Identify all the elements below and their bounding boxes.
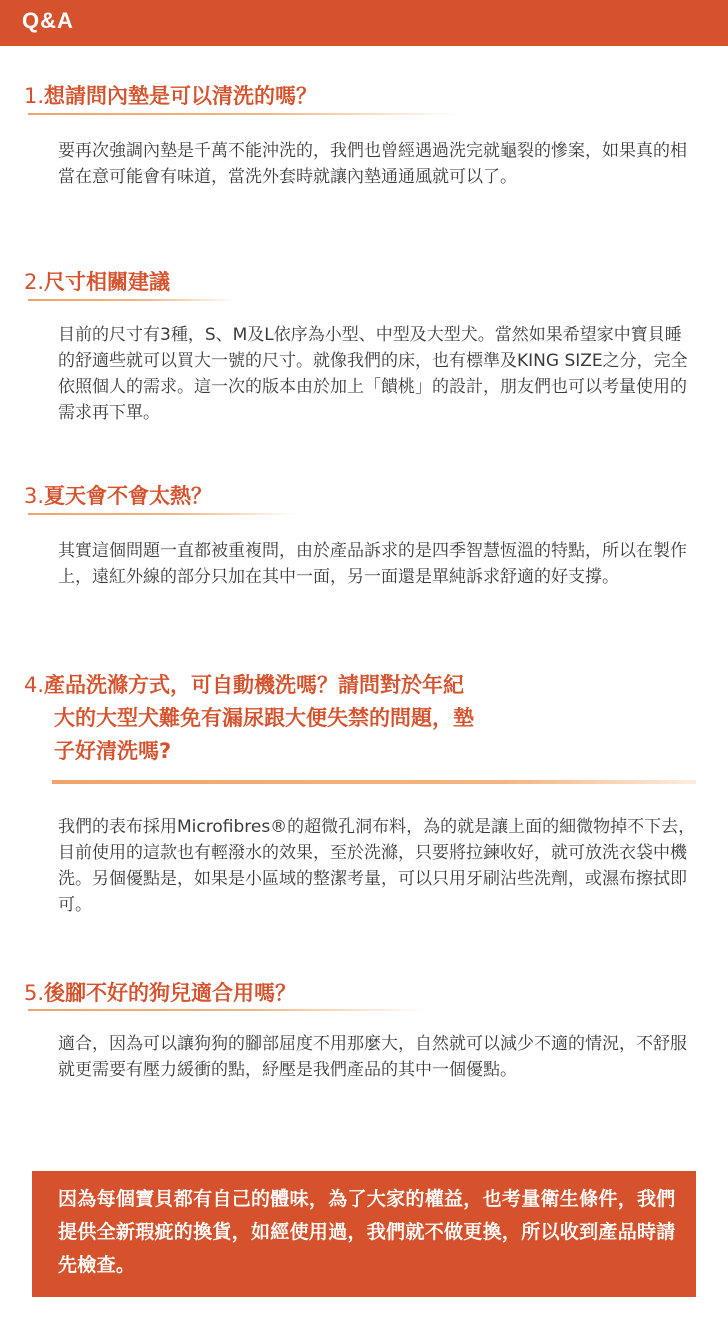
question-underline	[52, 780, 696, 784]
answer-5: 適合，因為可以讓狗狗的腳部屈度不用那麼大，自然就可以減少不適的情況，不舒服就更需要有壓力緩衝的點，紓壓是我們產品的其中一個優點。	[58, 1034, 687, 1080]
header-bar	[0, 0, 728, 46]
notice-text: 因為每個寶貝都有自己的體味，為了大家的權益，也考量衛生條件，我們提供全新瑕疵的換貨，如經使用過，我們就不做更換，所以收到產品時請先檢查。	[58, 1188, 676, 1276]
question-4	[24, 669, 664, 768]
question-text: 想請問內墊是可以清洗的嗎？	[44, 84, 318, 108]
question-number: 4.	[24, 673, 45, 697]
question-underline	[28, 1009, 428, 1011]
notice-box	[32, 1171, 696, 1297]
question-text-line-2: 大的大型犬難免有漏尿跟大便失禁的問題，墊	[54, 706, 474, 730]
answer-2: 目前的尺寸有3種，S、M及L依序為小型、中型及大型犬。當然如果希望家中寶貝睡的舒適些就可以買大一號的尺寸。就像我們的床，也有標準及KING SIZE之分，完全依照個人的需求。這一次的版本由於加上「饋桃」的設計，朋友們也可以考量使用的需求再下單。	[58, 325, 688, 423]
answer-1: 要再次強調內墊是千萬不能沖洗的，我們也曾經遇過洗完就龜裂的慘案，如果真的相當在意可能會有味道，當洗外套時就讓內墊通通風就可以了。	[58, 141, 687, 187]
question-number: 3.	[24, 484, 45, 508]
question-text: 夏天會不會太熱？	[44, 484, 213, 508]
question-text: 後腳不好的狗兒適合用嗎？	[44, 981, 297, 1005]
question-number: 1.	[24, 84, 45, 108]
question-text: 尺寸相關建議	[44, 270, 171, 294]
question-number: 2.	[24, 270, 45, 294]
question-text-line-3: 子好清洗嗎?	[54, 739, 172, 763]
question-number: 5.	[24, 981, 45, 1005]
question-2	[24, 266, 170, 298]
page-title: Q&A	[22, 8, 74, 33]
question-underline	[28, 299, 238, 301]
question-5	[24, 977, 296, 1009]
question-1	[24, 80, 317, 112]
answer-3: 其實這個問題一直都被重複問，由於產品訴求的是四季智慧恆溫的特點，所以在製作上，遠紅外線的部分只加在其中一面，另一面還是單純訴求舒適的好支撐。	[58, 541, 687, 587]
question-text-line-1: 產品洗滌方式，可自動機洗嗎？請問對於年紀	[44, 673, 465, 697]
question-underline	[28, 113, 458, 115]
question-3	[24, 480, 212, 512]
question-underline	[28, 513, 298, 515]
answer-4: 我們的表布採用Microfibres®的超微孔洞布料，為的就是讓上面的細微物掉不下去，目前使用的這款也有輕潑水的效果，至於洗滌，只要將拉鍊收好，就可放洗衣袋中機洗。另個優點是，如果是小區域的整潔考量，可以只用牙刷沾些洗劑，或濕布擦拭即可。	[58, 817, 696, 915]
